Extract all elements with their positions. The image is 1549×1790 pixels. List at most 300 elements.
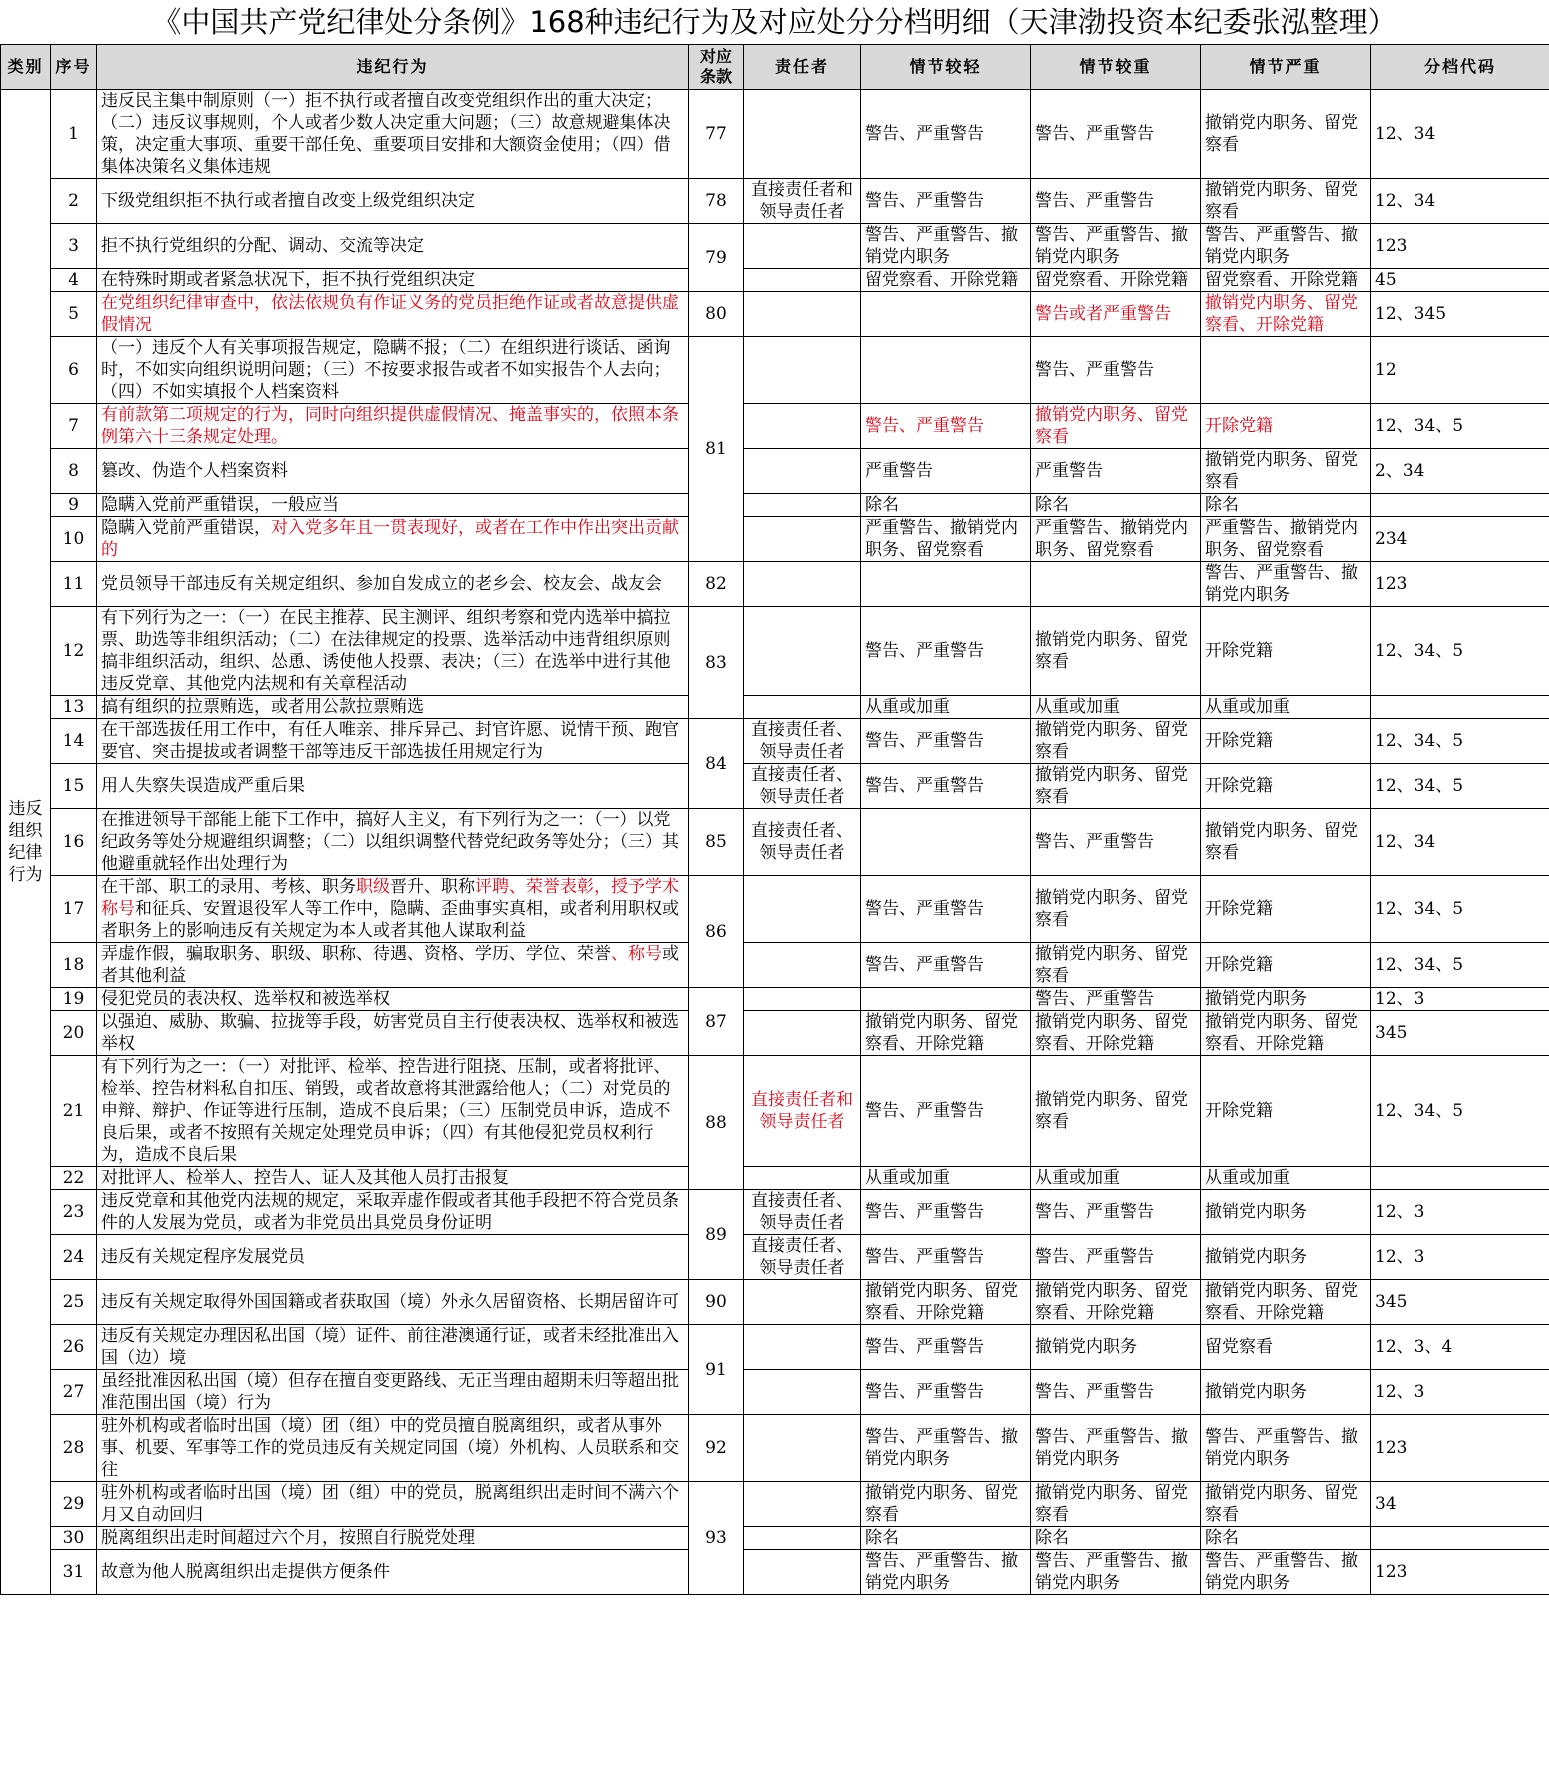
behavior-cell [97,1011,689,1056]
text-segment: 有下列行为之一：（一）在民主推荐、民主测评、组织考察和党内选举中搞拉票、助选等非组织活动；（二）在法律规定的投票、选举活动中违背组织原则搞非组织活动，组织、怂恿、诱使他人投票、表决；（三）在选举中进行其他违反党章、其他党内法规和有关章程活动 [101,608,671,694]
serious-penalty-cell [1031,1280,1201,1325]
text-segment: 警告、严重警告 [865,416,984,436]
table-row [1,1482,1549,1527]
table-row [1,337,1549,404]
text-segment: 直接责任者、领导责任者 [751,720,853,762]
responsible-cell [744,719,861,764]
minor-penalty-cell [861,1370,1031,1415]
table-row [1,179,1549,224]
article-cell: 91 [689,1325,744,1415]
minor-penalty-cell [861,1011,1031,1056]
responsible-cell [744,1167,861,1190]
table-row [1,988,1549,1011]
seq-cell: 28 [51,1415,97,1482]
article-cell: 85 [689,809,744,876]
responsible-cell [744,696,861,719]
code-cell: 45 [1371,269,1549,292]
text-segment: 警告、严重警告 [1035,989,1154,1009]
table-row [1,1415,1549,1482]
text-segment: 严重警告 [1035,461,1103,481]
text-segment: 警告、严重警告 [865,731,984,751]
text-segment: 对批评人、检举人、控告人、证人及其他人员打击报复 [101,1168,509,1188]
text-segment: 党员领导干部违反有关规定组织、参加自发成立的老乡会、校友会、战友会 [101,574,662,594]
behavior-cell [97,1550,689,1595]
text-segment: 以强迫、威胁、欺骗、拉拢等手段，妨害党员自主行使表决权、选举权和被选举权 [101,1012,679,1054]
severe-penalty-cell [1201,1190,1371,1235]
behavior-cell [97,1235,689,1280]
table-row [1,1167,1549,1190]
code-cell: 34 [1371,1482,1549,1527]
seq-cell: 9 [51,494,97,517]
text-segment: 严重警告、撤销党内职务、留党察看 [865,518,1018,560]
text-segment: 警告、严重警告 [865,1101,984,1121]
serious-penalty-cell [1031,337,1201,404]
severe-penalty-cell [1201,449,1371,494]
responsible-cell [744,179,861,224]
serious-penalty-cell [1031,1167,1201,1190]
code-cell: 123 [1371,1415,1549,1482]
responsible-cell [744,607,861,696]
code-cell: 12、3 [1371,1370,1549,1415]
text-segment: 脱离组织出走时间超过六个月，按照自行脱党处理 [101,1528,475,1548]
responsible-cell [744,988,861,1011]
seq-cell: 14 [51,719,97,764]
minor-penalty-cell [861,517,1031,562]
severe-penalty-cell [1201,494,1371,517]
minor-penalty-cell [861,1482,1031,1527]
text-segment: 警告、严重警告 [1035,360,1154,380]
responsible-cell [744,764,861,809]
article-cell: 78 [689,179,744,224]
category-cell [1,90,51,1595]
seq-cell: 23 [51,1190,97,1235]
code-cell: 345 [1371,1280,1549,1325]
text-segment: 有前款第二项规定的行为，同时向组织提供虚假情况、掩盖事实的，依照本条例第六十三条规定处理。 [101,405,679,447]
behavior-cell [97,337,689,404]
text-segment: 撤销党内职务、留党察看、开除党籍 [1205,1281,1358,1323]
text-segment: 除名 [865,495,899,515]
category-label: 违反组织纪律行为 [8,799,43,885]
text-segment: 撤销党内职务、留党察看 [1035,405,1188,447]
serious-penalty-cell [1031,494,1201,517]
serious-penalty-cell [1031,1056,1201,1167]
article-cell: 77 [689,90,744,179]
article-cell: 89 [689,1190,744,1280]
behavior-cell [97,1482,689,1527]
text-segment: 直接责任者、领导责任者 [751,821,853,863]
article-cell: 90 [689,1280,744,1325]
header-category: 类别 [1,45,51,90]
severe-penalty-cell [1201,988,1371,1011]
text-segment: 违反有关规定程序发展党员 [101,1247,305,1267]
text-segment: 从重或加重 [1035,697,1120,717]
table-row [1,1056,1549,1167]
text-segment: 撤销党内职务 [1035,1337,1137,1357]
text-segment: （一）违反个人有关事项报告规定，隐瞒不报；（二）在组织进行谈话、函询时，不如实向组织说明问题；（三）不按要求报告或者不如实报告个人去向；（四）不如实填报个人档案资料 [101,338,671,402]
text-segment: 警告、严重警告 [865,776,984,796]
text-segment: 撤销党内职务、留党察看 [1035,630,1188,672]
text-segment: 或者其他利益 [101,944,679,986]
minor-penalty-cell [861,607,1031,696]
text-segment: 弄虚作假，骗取职务、职级、职称、待遇、资格、学历、学位、荣誉 [101,944,611,964]
severe-penalty-cell [1201,764,1371,809]
table-row [1,562,1549,607]
behavior-cell [97,607,689,696]
responsible-cell [744,494,861,517]
severe-penalty-cell [1201,1527,1371,1550]
text-segment: 撤销党内职务、留党察看 [1035,888,1188,930]
severe-penalty-cell [1201,562,1371,607]
severe-penalty-cell [1201,292,1371,337]
text-segment: 违反民主集中制原则（一）拒不执行或者擅自改变党组织作出的重大决定；（二）违反议事规则，个人或者少数人决定重大问题；（三）故意规避集体决策，决定重大事项、重要干部任免、重要项目安排和大额资金使用；（四）借集体决策名义集体违规 [101,91,671,177]
text-segment: 严重警告、撤销党内职务、留党察看 [1205,518,1358,560]
responsible-cell [744,269,861,292]
text-segment: 撤销党内职务、留党察看 [1035,720,1188,762]
text-segment: 警告、严重警告 [865,1337,984,1357]
behavior-cell [97,764,689,809]
table-row [1,404,1549,449]
minor-penalty-cell [861,696,1031,719]
behavior-cell [97,1415,689,1482]
responsible-cell [744,1190,861,1235]
text-segment: 警告、严重警告 [865,1247,984,1267]
text-segment: 撤销党内职务、留党察看、开除党籍 [1205,293,1358,335]
code-cell [1371,1527,1549,1550]
minor-penalty-cell [861,1167,1031,1190]
behavior-cell [97,719,689,764]
text-segment: 开除党籍 [1205,641,1273,661]
minor-penalty-cell [861,809,1031,876]
minor-penalty-cell [861,1527,1031,1550]
severe-penalty-cell [1201,1280,1371,1325]
table-row [1,1325,1549,1370]
responsible-cell [744,1550,861,1595]
text-segment: 从重或加重 [1205,1168,1290,1188]
behavior-cell [97,1056,689,1167]
table-row [1,1550,1549,1595]
code-cell: 12 [1371,337,1549,404]
minor-penalty-cell [861,764,1031,809]
behavior-cell [97,269,689,292]
seq-cell: 5 [51,292,97,337]
minor-penalty-cell [861,179,1031,224]
responsible-cell [744,1280,861,1325]
text-segment: 撤销党内职务 [1205,1382,1307,1402]
text-segment: 除名 [1205,495,1239,515]
text-segment: 驻外机构或者临时出国（境）团（组）中的党员，脱离组织出走时间不满六个月又自动回归 [101,1483,679,1525]
responsible-cell [744,517,861,562]
text-segment: 开除党籍 [1205,776,1273,796]
header-article: 对应条款 [689,45,744,90]
text-segment: 撤销党内职务、留党察看 [1205,821,1358,863]
seq-cell: 2 [51,179,97,224]
text-segment: 开除党籍 [1205,1101,1273,1121]
table-row [1,764,1549,809]
behavior-cell [97,696,689,719]
seq-cell: 27 [51,1370,97,1415]
seq-cell: 11 [51,562,97,607]
text-segment: 直接责任者、领导责任者 [751,1236,853,1278]
text-segment: 警告、严重警告、撤销党内职务 [1035,1551,1188,1593]
article-cell: 92 [689,1415,744,1482]
behavior-cell [97,449,689,494]
severe-penalty-cell [1201,1370,1371,1415]
serious-penalty-cell [1031,719,1201,764]
severe-penalty-cell [1201,269,1371,292]
table-row [1,1370,1549,1415]
code-cell [1371,696,1549,719]
text-segment: 直接责任者和领导责任者 [751,180,853,222]
article-cell: 86 [689,876,744,988]
table-row [1,494,1549,517]
text-segment: 警告、严重警告、撤销党内职务 [1035,225,1188,267]
text-segment: 警告、严重警告 [1035,1382,1154,1402]
severe-penalty-cell [1201,1550,1371,1595]
minor-penalty-cell [861,943,1031,988]
table-body [1,90,1549,1595]
text-segment: 隐瞒入党前严重错误，一般应当 [101,495,339,515]
severe-penalty-cell [1201,404,1371,449]
text-segment: 撤销党内职务 [1205,1247,1307,1267]
serious-penalty-cell [1031,1527,1201,1550]
table-row [1,517,1549,562]
text-segment: 撤销党内职务、留党察看、开除党籍 [1035,1281,1188,1323]
seq-cell: 3 [51,224,97,269]
behavior-cell [97,224,689,269]
severe-penalty-cell [1201,696,1371,719]
responsible-cell [744,1482,861,1527]
text-segment: 违反有关规定办理因私出国（境）证件、前往港澳通行证，或者未经批准出入国（边）境 [101,1326,679,1368]
code-cell: 12、345 [1371,292,1549,337]
severe-penalty-cell [1201,1011,1371,1056]
minor-penalty-cell [861,562,1031,607]
text-segment: 除名 [1205,1528,1239,1548]
text-segment: 警告、严重警告、撤销党内职务 [1205,563,1358,605]
minor-penalty-cell [861,494,1031,517]
serious-penalty-cell [1031,943,1201,988]
text-segment: 直接责任者、领导责任者 [751,765,853,807]
severe-penalty-cell [1201,1325,1371,1370]
text-segment: 撤销党内职务、留党察看 [1205,1483,1358,1525]
text-segment: 除名 [865,1528,899,1548]
table-row [1,696,1549,719]
code-cell: 123 [1371,1550,1549,1595]
seq-cell: 18 [51,943,97,988]
responsible-cell [744,404,861,449]
seq-cell: 22 [51,1167,97,1190]
text-segment: 警告、严重警告、撤销党内职务 [1035,1427,1188,1469]
code-cell [1371,1167,1549,1190]
text-segment: 警告、严重警告 [865,1382,984,1402]
article-cell: 82 [689,562,744,607]
text-segment: 警告、严重警告、撤销党内职务 [1205,1551,1358,1593]
text-segment: 虽经批准因私出国（境）但存在擅自变更路线、无正当理由超期未归等超出批准范围出国（境）行为 [101,1371,679,1413]
text-segment: 警告、严重警告 [865,1202,984,1222]
seq-cell: 17 [51,876,97,943]
table-row [1,1190,1549,1235]
text-segment: 和征兵、安置退役军人等工作中，隐瞒、歪曲事实真相，或者利用职权或者职务上的影响违反有关规定为本人或者其他人谋取利益 [101,899,679,941]
behavior-cell [97,404,689,449]
minor-penalty-cell [861,337,1031,404]
code-cell: 345 [1371,1011,1549,1056]
text-segment: 警告、严重警告 [865,124,984,144]
behavior-cell [97,517,689,562]
text-segment: 撤销党内职务、留党察看、开除党籍 [1035,1012,1188,1054]
header-serious: 情节较重 [1031,45,1201,90]
table-row [1,292,1549,337]
severe-penalty-cell [1201,1235,1371,1280]
serious-penalty-cell [1031,876,1201,943]
behavior-cell [97,179,689,224]
text-segment: 撤销党内职务、留党察看、开除党籍 [1205,1012,1358,1054]
text-segment: 严重警告 [865,461,933,481]
text-segment: 撤销党内职务、留党察看 [1035,765,1188,807]
text-segment: 撤销党内职务、留党察看 [1205,113,1358,155]
responsible-cell [744,1056,861,1167]
text-segment: 撤销党内职务、留党察看 [1035,1090,1188,1132]
text-segment: 开除党籍 [1205,416,1273,436]
seq-cell: 13 [51,696,97,719]
serious-penalty-cell [1031,1370,1201,1415]
text-segment: 晋升、职称 [390,877,475,897]
seq-cell: 16 [51,809,97,876]
text-segment: 警告、严重警告 [1035,191,1154,211]
seq-cell: 24 [51,1235,97,1280]
severe-penalty-cell [1201,943,1371,988]
article-cell: 83 [689,607,744,719]
seq-cell: 10 [51,517,97,562]
table-row [1,876,1549,943]
table-row [1,1235,1549,1280]
text-segment: 留党察看、开除党籍 [1205,270,1358,290]
article-cell: 93 [689,1482,744,1595]
text-segment: 侵犯党员的表决权、选举权和被选举权 [101,989,390,1009]
text-segment: 在干部、职工的录用、考核、职务 [101,877,356,897]
severe-penalty-cell [1201,607,1371,696]
text-segment: 违反党章和其他党内法规的规定，采取弄虚作假或者其他手段把不符合党员条件的人发展为党员，或者为非党员出具党员身份证明 [101,1191,679,1233]
severe-penalty-cell [1201,809,1371,876]
behavior-cell [97,1325,689,1370]
article-cell: 87 [689,988,744,1056]
serious-penalty-cell [1031,1190,1201,1235]
code-cell: 2、34 [1371,449,1549,494]
behavior-cell [97,1370,689,1415]
behavior-cell [97,943,689,988]
behavior-cell [97,988,689,1011]
serious-penalty-cell [1031,696,1201,719]
behavior-cell [97,90,689,179]
behavior-cell [97,292,689,337]
serious-penalty-cell [1031,764,1201,809]
text-segment: 开除党籍 [1205,899,1273,919]
seq-cell: 15 [51,764,97,809]
behavior-cell [97,876,689,943]
text-segment: 直接责任者、领导责任者 [751,1191,853,1233]
text-segment: 在干部选拔任用工作中，有任人唯亲、排斥异己、封官许愿、说情干预、跑官要官、突击提拔或者调整干部等违反干部选拔任用规定行为 [101,720,679,762]
minor-penalty-cell [861,1325,1031,1370]
header-minor: 情节较轻 [861,45,1031,90]
minor-penalty-cell [861,292,1031,337]
header-code: 分档代码 [1371,45,1549,90]
text-segment: 撤销党内职务、留党察看、开除党籍 [865,1012,1018,1054]
text-segment: 撤销党内职务、留党察看 [1035,944,1188,986]
behavior-cell [97,494,689,517]
table-row [1,224,1549,269]
text-segment: 警告、严重警告、撤销党内职务 [865,1427,1018,1469]
minor-penalty-cell [861,90,1031,179]
minor-penalty-cell [861,1415,1031,1482]
text-segment: 从重或加重 [865,1168,950,1188]
minor-penalty-cell [861,1550,1031,1595]
article-cell: 81 [689,337,744,562]
serious-penalty-cell [1031,1415,1201,1482]
code-cell: 12、34、5 [1371,1056,1549,1167]
serious-penalty-cell [1031,404,1201,449]
text-segment: 违反有关规定取得外国国籍或者获取国（境）外永久居留资格、长期居留许可 [101,1292,679,1312]
behavior-cell [97,809,689,876]
text-segment: 隐瞒入党前严重错误， [101,518,271,538]
table-row [1,1011,1549,1056]
header-responsible: 责任者 [744,45,861,90]
severe-penalty-cell [1201,337,1371,404]
behavior-cell [97,1280,689,1325]
serious-penalty-cell [1031,1235,1201,1280]
discipline-table [0,44,1549,1595]
seq-cell: 31 [51,1550,97,1595]
header-row [1,45,1549,90]
seq-cell: 19 [51,988,97,1011]
code-cell: 12、3、4 [1371,1325,1549,1370]
text-segment: 搞有组织的拉票贿选，或者用公款拉票贿选 [101,697,424,717]
behavior-cell [97,1527,689,1550]
text-segment: 警告、严重警告 [865,641,984,661]
code-cell: 12、34、5 [1371,764,1549,809]
severe-penalty-cell [1201,90,1371,179]
responsible-cell [744,943,861,988]
code-cell: 12、3 [1371,1235,1549,1280]
table-row [1,719,1549,764]
code-cell: 123 [1371,224,1549,269]
behavior-cell [97,1190,689,1235]
code-cell: 234 [1371,517,1549,562]
header-severe: 情节严重 [1201,45,1371,90]
table-row [1,1527,1549,1550]
table-row [1,449,1549,494]
text-segment: 故意为他人脱离组织出走提供方便条件 [101,1562,390,1582]
text-segment: 下级党组织拒不执行或者擅自改变上级党组织决定 [101,191,475,211]
serious-penalty-cell [1031,1482,1201,1527]
minor-penalty-cell [861,1056,1031,1167]
code-cell [1371,494,1549,517]
article-cell: 88 [689,1056,744,1190]
severe-penalty-cell [1201,1056,1371,1167]
code-cell: 12、34 [1371,179,1549,224]
serious-penalty-cell [1031,449,1201,494]
code-cell: 12、34、5 [1371,404,1549,449]
text-segment: 警告、严重警告 [1035,1247,1154,1267]
severe-penalty-cell [1201,876,1371,943]
serious-penalty-cell [1031,1550,1201,1595]
text-segment: 撤销党内职务、留党察看 [1035,1483,1188,1525]
code-cell: 12、34、5 [1371,943,1549,988]
severe-penalty-cell [1201,179,1371,224]
text-segment: 留党察看 [1205,1337,1273,1357]
seq-cell: 26 [51,1325,97,1370]
serious-penalty-cell [1031,988,1201,1011]
text-segment: 撤销党内职务、留党察看 [865,1483,1018,1525]
article-cell: 84 [689,719,744,809]
responsible-cell [744,1415,861,1482]
